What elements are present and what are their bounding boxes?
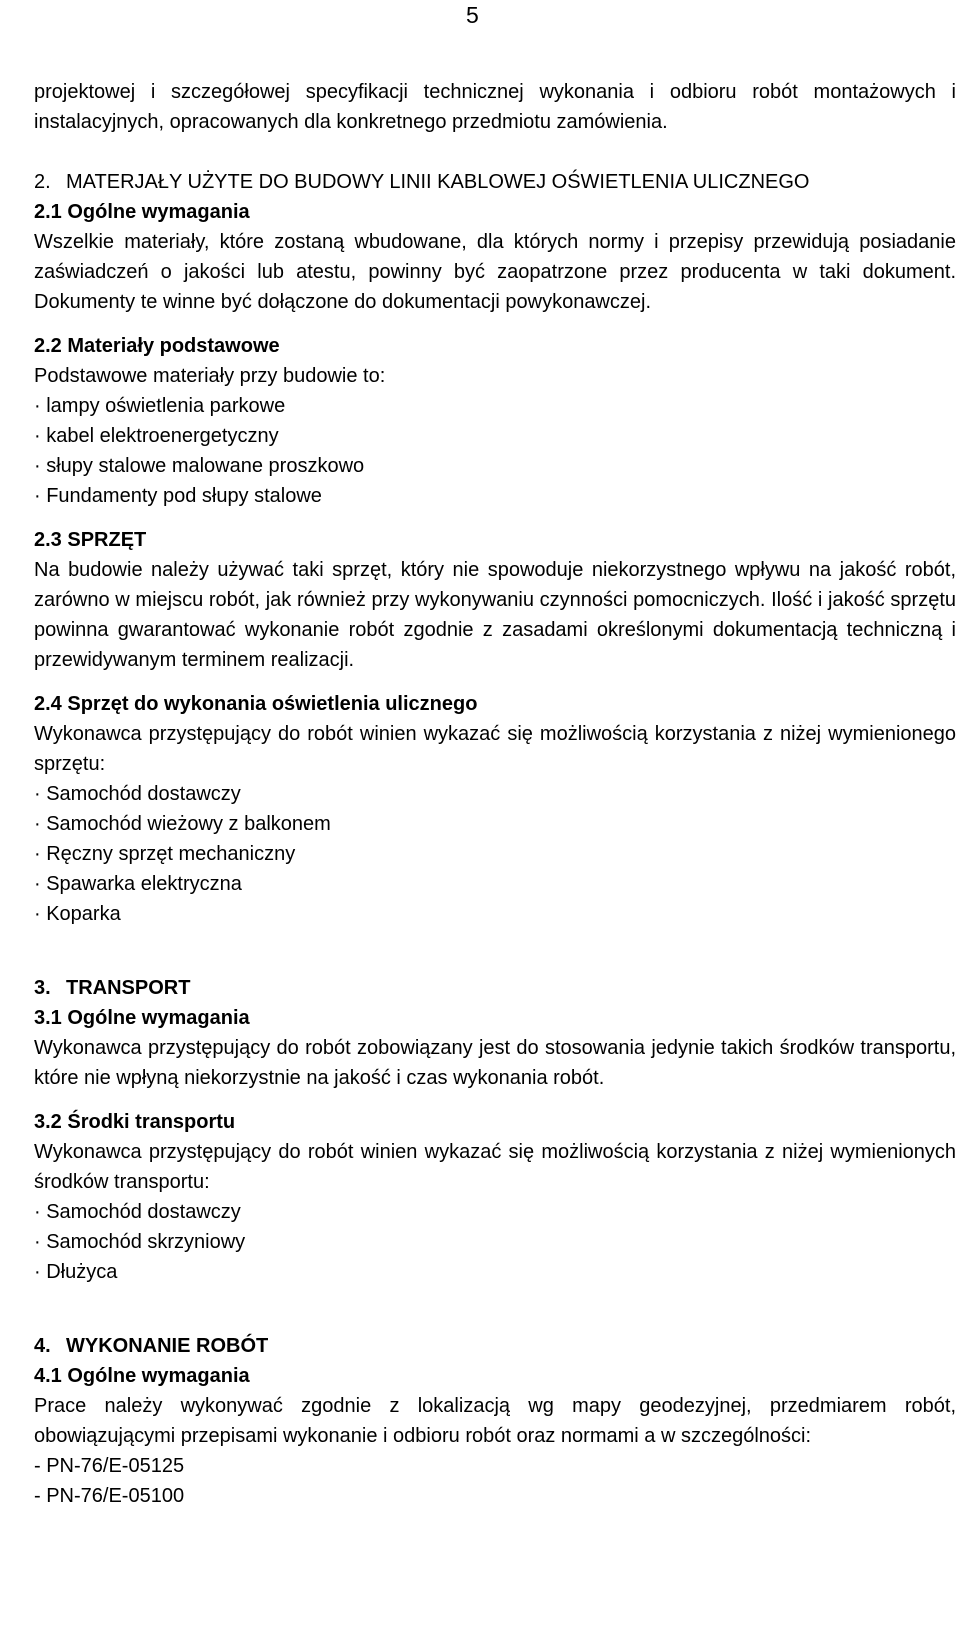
page-number: 5 (466, 2, 479, 28)
list-item: · Spawarka elektryczna (34, 873, 242, 895)
section-2-4-title: 2.4 Sprzęt do wykonania oświetlenia ulicznego (34, 693, 478, 715)
section-2-2-title: 2.2 Materiały podstawowe (34, 335, 280, 357)
section-2-heading (34, 167, 956, 197)
section-3-title: TRANSPORT (66, 977, 191, 999)
list-item: · Fundamenty pod słupy stalowe (34, 485, 322, 507)
section-2-3-text: Na budowie należy używać taki sprzęt, który nie spowoduje niekorzystnego wpływu na jakość robót, zarówno w miejscu robót, jak również przy wykonywaniu czynności pomocniczych. Ilość i jakość sprzętu powinna gwarantować wykonanie robót zgodnie z zasadami określonymi dokumentacją techniczną i przewidywanym terminem realizacji. (34, 559, 956, 671)
list-item: · Ręczny sprzęt mechaniczny (34, 843, 296, 865)
section-4-1-title: 4.1 Ogólne wymagania (34, 1365, 250, 1387)
intro-paragraph: projektowej i szczegółowej specyfikacji technicznej wykonania i odbioru robót montażowych i instalacyjnych, opracowanych dla konkretnego przedmiotu zamówienia. (34, 81, 956, 133)
section-4-number: 4. (34, 1335, 51, 1357)
section-3-1-title: 3.1 Ogólne wymagania (34, 1007, 250, 1029)
list-item: · lampy oświetlenia parkowe (34, 395, 286, 417)
list-item: · Dłużyca (34, 1261, 118, 1283)
section-4-heading (34, 1331, 956, 1361)
section-3-1-text: Wykonawca przystępujący do robót zobowiązany jest do stosowania jedynie takich środków transportu, które nie wpłyną niekorzystnie na jakość i czas wykonania robót. (34, 1037, 956, 1089)
list-item: · słupy stalowe malowane proszkowo (34, 455, 365, 477)
list-item: - PN-76/E-05100 (34, 1485, 185, 1507)
list-item: · Samochód dostawczy (34, 1201, 241, 1223)
section-2-number: 2. (34, 171, 51, 193)
section-2-4-intro: Wykonawca przystępujący do robót winien wykazać się możliwością korzystania z niżej wymienionego sprzętu: (34, 723, 956, 775)
section-4-1-text: Prace należy wykonywać zgodnie z lokalizacją wg mapy geodezyjnej, przedmiarem robót, obowiązującymi przepisami wykonanie i odbioru robót oraz normami a w szczególności: (34, 1395, 956, 1447)
list-item: · Samochód skrzyniowy (34, 1231, 246, 1253)
list-item: · Samochód wieżowy z balkonem (34, 813, 331, 835)
section-2-1-title: 2.1 Ogólne wymagania (34, 201, 250, 223)
section-2-2-intro: Podstawowe materiały przy budowie to: (34, 365, 386, 387)
section-3-heading (34, 973, 956, 1003)
list-item: · Samochód dostawczy (34, 783, 241, 805)
section-2-1-text: Wszelkie materiały, które zostaną wbudowane, dla których normy i przepisy przewidują posiadanie zaświadczeń o jakości lub atestu, powinny być zaopatrzone przez producenta w taki dokument. Dokumenty te winne być dołączone do dokumentacji powykonawczej. (34, 231, 956, 313)
list-item: - PN-76/E-05125 (34, 1455, 185, 1477)
document-content (34, 77, 956, 1511)
section-3-2-intro: Wykonawca przystępujący do robót winien wykazać się możliwością korzystania z niżej wymienionych środków transportu: (34, 1141, 956, 1193)
section-2-3-title: 2.3 SPRZĘT (34, 529, 147, 551)
list-item: · kabel elektroenergetyczny (34, 425, 279, 447)
section-2-title: MATERJAŁY UŻYTE DO BUDOWY LINII KABLOWEJ OŚWIETLENIA ULICZNEGO (66, 171, 810, 193)
section-3-2-title: 3.2 Środki transportu (34, 1111, 236, 1133)
section-4-title: WYKONANIE ROBÓT (66, 1335, 269, 1357)
section-3-number: 3. (34, 977, 51, 999)
list-item: · Koparka (34, 903, 121, 925)
